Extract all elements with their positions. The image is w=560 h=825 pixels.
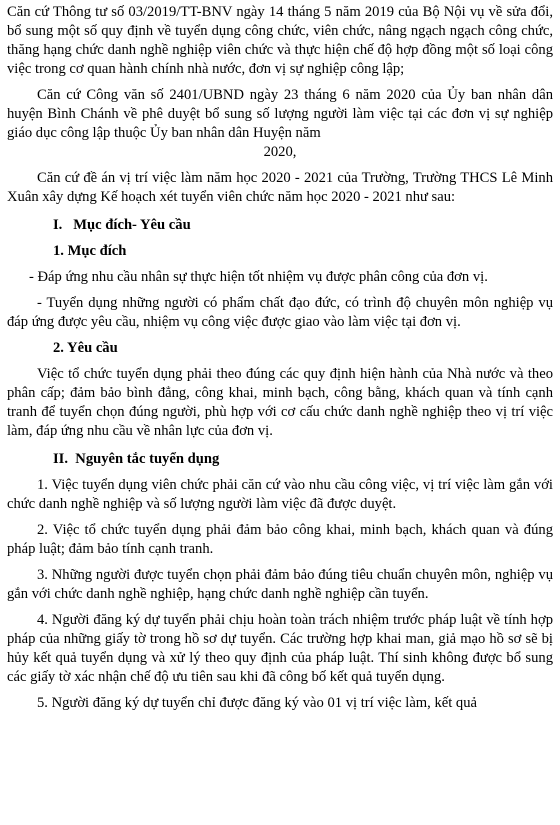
section-2-item-1: 1. Việc tuyển dụng viên chức phải căn cứ vào nhu cầu công việc, vị trí việc làm gắn với chức danh nghề nghiệp và số lượng người làm việc đã được duyệt. [7,477,553,512]
section-2-item-4: 4. Người đăng ký dự tuyển phải chịu hoàn toàn trách nhiệm trước pháp luật về tính hợp pháp của những giấy tờ trong hồ sơ dự tuyển. Các trường hợp khai man, giả mạo hồ sơ sẽ bị hủy kết quả tuyển dụng và xử lý theo quy định của pháp luật. Thí sinh không được bổ sung các giấy tờ xác nhận chế độ ưu tiên sau khi đã công bố kết quả tuyển dụng. [7,612,553,685]
section-1-sub1-item-2: - Tuyển dụng những người có phẩm chất đạo đức, có trình độ chuyên môn nghiệp vụ đáp ứng được yêu cầu, nhiệm vụ công việc được giao vào làm việc tại đơn vị. [7,295,553,330]
basis-paragraph-1: Căn cứ Thông tư số 03/2019/TT-BNV ngày 14 tháng 5 năm 2019 của Bộ Nội vụ về sửa đổi, bổ sung một số quy định về tuyển dụng công chức, viên chức, nâng ngạch ngạch công chức, thăng hạng chức danh nghề nghiệp viên chức và thực hiện chế độ hợp đồng một số loại công việc trong cơ quan hành chính nhà nước, đơn vị sự nghiệp công lập; [7,4,553,77]
section-1-sub2-text: Việc tổ chức tuyển dụng phải theo đúng các quy định hiện hành của Nhà nước và theo phân cấp; đảm bảo bình đẳng, công khai, minh bạch, công bằng, khách quan và tính cạnh tranh để tuyển chọn đúng người, phù hợp với cơ cấu chức danh nghề nghiệp theo vị trí việc làm, đáp ứng nhu cầu về nhân lực của đơn vị. [7,366,553,439]
basis-paragraph-3: Căn cứ đề án vị trí việc làm năm học 2020 - 2021 của Trường, Trường THCS Lê Minh Xuân xây dựng Kế hoạch xét tuyển viên chức năm học 2020 - 2021 như sau: [7,170,553,205]
section-1-sub1-item-1: - Đáp ứng nhu cầu nhân sự thực hiện tốt nhiệm vụ được phân công của đơn vị. [29,269,488,285]
section-2-item-3: 3. Những người được tuyển chọn phải đảm bảo đúng tiêu chuẩn chuyên môn, nghiệp vụ gắn với chức danh nghề nghiệp, hạng chức danh nghề nghiệp cần tuyển. [7,567,553,602]
section-2-item-5: 5. Người đăng ký dự tuyển chỉ được đăng ký vào 01 vị trí việc làm, kết quả [37,695,477,711]
section-1-sub1-heading: 1. Mục đích [53,243,127,259]
section-1-sub2-heading: 2. Yêu cầu [53,340,118,356]
section-2-item-2: 2. Việc tổ chức tuyển dụng phải đảm bảo công khai, minh bạch, khách quan và đúng pháp luật; đảm bảo tính cạnh tranh. [7,522,553,557]
section-1-heading: I. Mục đích- Yêu cầu [53,217,191,233]
section-2-heading: II. Nguyên tắc tuyển dụng [53,451,220,467]
basis-paragraph-2-end: 2020, [263,144,297,160]
basis-paragraph-2: Căn cứ Công văn số 2401/UBND ngày 23 tháng 6 năm 2020 của Ủy ban nhân dân huyện Bình Chánh về phê duyệt bổ sung số lượng người làm việc tại các đơn vị sự nghiệp giáo dục công lập thuộc Ủy ban nhân dân Huyện năm [7,87,553,141]
